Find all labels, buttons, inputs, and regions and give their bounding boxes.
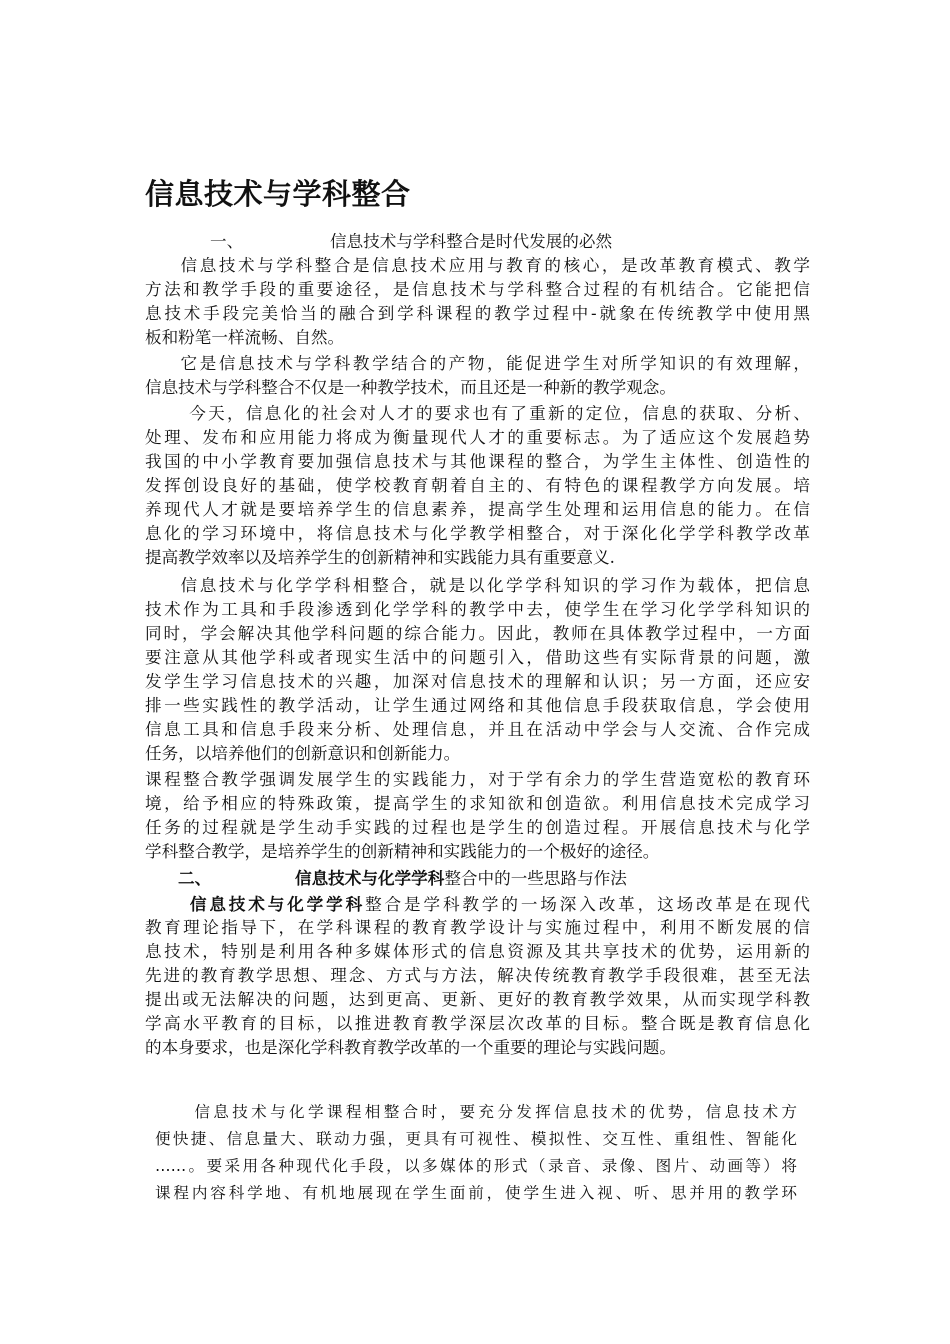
paragraph-line: 息化的学习环境中，将信息技术与化学教学相整合，对于深化化学学科教学改革: [145, 524, 810, 543]
paragraph-line: 方法和教学手段的重要途径，是信息技术与学科整合过程的有机结合。它能把信: [145, 280, 810, 299]
paragraph-line: 要注意从其他学科或者现实生活中的问题引入，借助这些有实际背景的问题，激: [145, 648, 810, 667]
paragraph-line: 课程整合教学强调发展学生的实践能力，对于学有余力的学生营造宽松的教育环: [145, 770, 810, 789]
paragraph-line: 课程内容科学地、有机地展现在学生面前，使学生进入视、听、思并用的教学环: [155, 1184, 797, 1202]
paragraph-line: 境，给予相应的特殊政策，提高学生的求知欲和创造欲。利用信息技术完成学习: [145, 794, 810, 813]
section-heading-2: [145, 866, 810, 891]
paragraph-line: 同时，学会解决其他学科问题的综合能力。因此，教师在具体教学过程中，一方面: [145, 624, 810, 643]
paragraph-line: 我国的中小学教育要加强信息技术与其他课程的整合，为学生主体性、创造性的: [145, 452, 810, 471]
paragraph-line: 信息技术与化学学科整合是学科教学的一场深入改革，这场改革是在现代: [187, 894, 810, 914]
paragraph-line: 发挥创设良好的基础，使学校教育朝着自主的、有特色的课程教学方向发展。培: [145, 476, 810, 495]
paragraph-line: 今天，信息化的社会对人才的要求也有了重新的定位，信息的获取、分析、: [187, 404, 810, 423]
paragraph-line: 它是信息技术与学科教学结合的产物，能促进学生对所学知识的有效理解，: [178, 354, 810, 373]
paragraph-line: 先进的教育教学思想、理念、方式与方法，解决传统教育教学手段很难，甚至无法: [145, 966, 810, 985]
paragraph-line: 技术作为工具和手段渗透到化学学科的教学中去，使学生在学习化学学科知识的: [145, 600, 810, 619]
paragraph-line: 信息工具和信息手段来分析、处理信息，并且在活动中学会与人交流、合作完成: [145, 720, 810, 739]
section-number: 一、: [210, 232, 244, 251]
paragraph-line: 息技术，特别是利用各种多媒体形式的信息资源及其共享技术的优势，运用新的: [145, 942, 810, 961]
paragraph-line: 发学生学习信息技术的兴趣，加深对信息技术的理解和认识；另一方面，还应安: [145, 672, 810, 691]
paragraph-line: 信息技术与化学学科相整合，就是以化学学科知识的学习作为载体，把信息: [178, 576, 810, 595]
paragraph-line: 学科整合教学，是培养学生的创新精神和实践能力的一个极好的途径。: [145, 842, 660, 861]
paragraph-line: 信息技术与学科整合不仅是一种教学技术，而且还是一种新的教学观念。: [145, 378, 676, 397]
paragraph-line: 任务的过程就是学生动手实践的过程也是学生的创造过程。开展信息技术与化学: [145, 818, 810, 837]
section-title-rest: 整合中的一些思路与作法: [444, 869, 627, 888]
paragraph-line: 板和粉笔一样流畅、自然。: [145, 328, 345, 347]
paragraph-line: 任务，以培养他们的创新意识和创新能力。: [145, 744, 461, 763]
section-heading-1: [145, 230, 810, 254]
paragraph-line: 信息技术与学科整合是信息技术应用与教育的核心，是改革教育模式、教学: [178, 256, 810, 275]
paragraph-line: ……。要采用各种现代化手段，以多媒体的形式（录音、录像、图片、动画等）将: [155, 1157, 797, 1175]
paragraph-line: 息技术手段完美恰当的融合到学科课程的教学过程中-就象在传统教学中使用黑: [145, 304, 810, 323]
section-title: 信息技术与学科整合是时代发展的必然: [330, 232, 613, 251]
paragraph-line: 学高水平教育的目标，以推进教育教学深层次改革的目标。整合既是教育信息化: [145, 1014, 810, 1033]
paragraph-line: 排一些实践性的教学活动，让学生通过网络和其他信息手段获取信息，学会使用: [145, 696, 810, 715]
paragraph-line: 提高教学效率以及培养学生的创新精神和实践能力具有重要意义.: [145, 548, 615, 567]
paragraph-line: 的本身要求，也是深化学科教育教学改革的一个重要的理论与实践问题。: [145, 1038, 676, 1057]
page-title: 信息技术与学科整合: [145, 177, 411, 211]
paragraph-line: 便快捷、信息量大、联动力强，更具有可视性、模拟性、交互性、重组性、智能化: [155, 1130, 797, 1148]
paragraph-line: 养现代人才就是要培养学生的信息素养，提高学生处理和运用信息的能力。在信: [145, 500, 810, 519]
paragraph-line: 教育理论指导下，在学科课程的教育教学设计与实施过程中，利用不断发展的信: [145, 918, 810, 937]
paragraph-line: 信息技术与化学课程相整合时，要充分发挥信息技术的优势，信息技术方: [191, 1103, 797, 1121]
section-title-bold: 信息技术与化学学科: [295, 868, 445, 888]
section-number: 二、: [178, 868, 212, 888]
paragraph-line: 提出或无法解决的问题，达到更高、更新、更好的教育教学效果，从而实现学科教: [145, 990, 810, 1009]
paragraph-line: 处理、发布和应用能力将成为衡量现代人才的重要标志。为了适应这个发展趋势: [145, 428, 810, 447]
